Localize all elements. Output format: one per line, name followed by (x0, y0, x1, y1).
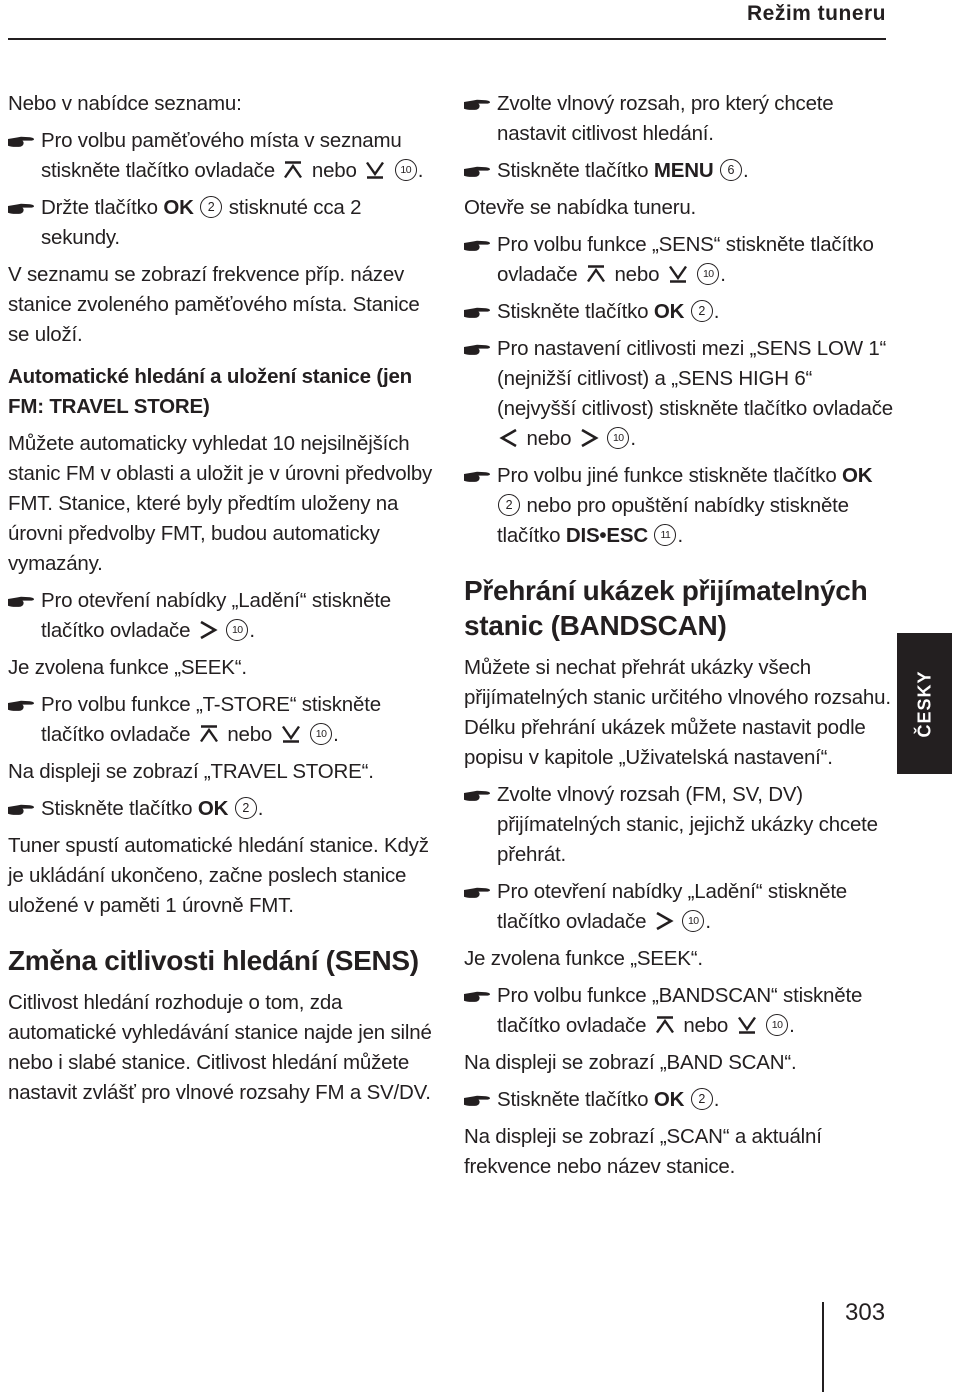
paragraph: Můžete si nechat přehrát ukázky všech přijímatelných stanic určitého vlnového rozsahu. Délku přehrání ukázek můžete nastavit podle popisu v kapitole „Uživatelská nastavení“. (464, 656, 891, 769)
pointing-hand-icon (464, 991, 491, 1003)
key-number-badge: 2 (691, 300, 713, 322)
instruction-item (464, 1085, 894, 1115)
key-number-badge: 2 (200, 196, 222, 218)
punctuation: . (705, 910, 711, 933)
chevron-up-icon (654, 1015, 676, 1035)
punctuation: . (249, 619, 255, 642)
chevron-down-icon (280, 724, 302, 744)
instruction-text: Stiskněte tlačítko (497, 300, 649, 323)
right-column (464, 89, 894, 1189)
key-number-badge: 10 (310, 723, 332, 745)
chevron-right-icon (579, 427, 599, 449)
key-number-badge: 2 (691, 1088, 713, 1110)
key-number-badge: 10 (766, 1014, 788, 1036)
language-side-tab (897, 633, 952, 774)
instruction-item (8, 193, 433, 253)
pointing-hand-icon (8, 596, 35, 608)
key-number-badge: 10 (697, 263, 719, 285)
pointing-hand-icon (464, 99, 491, 111)
button-keyword: OK (163, 196, 194, 219)
paragraph: Je zvolena funkce „SEEK“. (464, 947, 703, 970)
section-heading: Přehrání ukázek přijímatelných stanic (BANDSCAN) (464, 575, 868, 641)
or-text: nebo (614, 263, 660, 286)
chevron-up-icon (198, 724, 220, 744)
instruction-item (464, 156, 894, 186)
punctuation: . (789, 1014, 795, 1037)
instruction-item (464, 89, 894, 149)
paragraph: Nebo v nabídce seznamu: (8, 92, 242, 115)
instruction-text: Pro nastavení citlivosti mezi „SENS LOW 1“ (nejnižší citlivost) a „SENS HIGH 6“ (nejvyšší citlivost) stiskněte tlačítko ovladače (497, 337, 893, 420)
instruction-item (8, 794, 433, 824)
button-keyword: DIS•ESC (565, 524, 648, 547)
pointing-hand-icon (464, 887, 491, 899)
pointing-hand-icon (464, 790, 491, 802)
chevron-right-icon (198, 619, 218, 641)
instruction-item (464, 230, 894, 290)
button-keyword: OK (653, 300, 685, 323)
instruction-item (464, 780, 894, 870)
instruction-text: Stiskněte tlačítko (497, 1088, 649, 1111)
left-column (8, 89, 433, 1115)
instruction-text: Zvolte vlnový rozsah (FM, SV, DV) přijímatelných stanic, jejichž ukázky chcete přehrát. (497, 783, 878, 866)
paragraph: V seznamu se zobrazí frekvence příp. název stanice zvoleného paměťového místa. Stanice se uloží. (8, 263, 420, 346)
punctuation: . (257, 797, 264, 820)
instruction-item (464, 297, 894, 327)
key-number-badge: 11 (654, 524, 676, 546)
pointing-hand-icon (8, 700, 35, 712)
punctuation: . (713, 300, 720, 323)
paragraph: Na displeji se zobrazí „SCAN“ a aktuální frekvence nebo název stanice. (464, 1125, 822, 1178)
paragraph: Citlivost hledání rozhoduje o tom, zda automatické vyhledávání stanice najde jen silné nebo i slabé stanice. Citlivost hledání můžete nastavit zvlášť pro vlnové rozsahy FM a SV/DV. (8, 991, 432, 1104)
instruction-item (464, 334, 894, 454)
or-text: nebo (683, 1014, 729, 1037)
chevron-down-icon (364, 160, 386, 180)
paragraph: Na displeji se zobrazí „TRAVEL STORE“. (8, 760, 374, 783)
button-keyword: OK (197, 797, 229, 820)
pointing-hand-icon (464, 344, 491, 356)
instruction-item (464, 877, 894, 937)
pointing-hand-icon (8, 136, 35, 148)
instruction-text: Pro otevření nabídky „Ladění“ stiskněte tlačítko ovladače (41, 589, 392, 642)
instruction-item (8, 586, 433, 646)
chevron-left-icon (499, 427, 519, 449)
key-number-badge: 2 (498, 494, 520, 516)
punctuation: . (742, 159, 749, 182)
button-keyword: OK (653, 1088, 685, 1111)
instruction-text: Stiskněte tlačítko (497, 159, 649, 182)
or-text: nebo (311, 159, 357, 182)
key-number-badge: 10 (682, 910, 704, 932)
key-number-badge: 10 (607, 427, 629, 449)
pointing-hand-icon (464, 471, 491, 483)
punctuation: . (333, 723, 339, 746)
instruction-text: Pro volbu funkce „T-STORE“ stiskněte tlačítko ovladače (41, 693, 381, 746)
page-number-rule (822, 1302, 824, 1392)
instruction-text: Držte tlačítko (41, 196, 158, 219)
header-rule (8, 38, 886, 40)
instruction-text: Zvolte vlnový rozsah, pro který chcete nastavit citlivost hledání. (497, 92, 834, 145)
instruction-text: Pro otevření nabídky „Ladění“ stiskněte tlačítko ovladače (497, 880, 848, 933)
or-text: nebo (227, 723, 273, 746)
button-keyword: OK (842, 464, 873, 487)
instruction-text: Stiskněte tlačítko (41, 797, 193, 820)
or-text: nebo (526, 427, 572, 450)
instruction-text: Pro volbu jiné funkce stiskněte tlačítko (497, 464, 837, 487)
instruction-text: Pro volbu paměťového místa v seznamu stiskněte tlačítko ovladače (41, 129, 402, 182)
pointing-hand-icon (8, 203, 35, 215)
section-heading: Změna citlivosti hledání (SENS) (8, 945, 419, 976)
instruction-text: stisknuté cca 2 sekundy. (41, 196, 362, 249)
key-number-badge: 2 (235, 797, 257, 819)
instruction-item (8, 690, 433, 750)
punctuation: . (630, 427, 636, 450)
language-label: ČESKY (914, 669, 934, 738)
paragraph: Je zvolena funkce „SEEK“. (8, 656, 247, 679)
instruction-item (464, 461, 894, 551)
punctuation: . (417, 159, 424, 182)
chevron-right-icon (654, 910, 674, 932)
subsection-heading: Automatické hledání a uložení stanice (jen FM: TRAVEL STORE) (8, 365, 412, 418)
instruction-item (8, 126, 433, 186)
button-keyword: MENU (653, 159, 714, 182)
chevron-down-icon (667, 264, 689, 284)
page-number: 303 (845, 1299, 886, 1326)
paragraph: Můžete automaticky vyhledat 10 nejsilnějších stanic FM v oblasti a uložit je v úrovni předvolby FMT. Stanice, které byly předtím uloženy na úrovni předvolby FMT, budou automaticky vymazány. (8, 432, 433, 575)
instruction-text: Pro volbu funkce „BANDSCAN“ stiskněte tlačítko ovladače (497, 984, 863, 1037)
paragraph: Tuner spustí automatické hledání stanice. Když je ukládání ukončeno, začne poslech stanice uložené v paměti 1 úrovně FMT. (8, 834, 429, 917)
pointing-hand-icon (464, 307, 491, 319)
instruction-text: Pro volbu funkce „SENS“ stiskněte tlačítko ovladače (497, 233, 874, 286)
key-number-badge: 10 (226, 619, 248, 641)
instruction-item (464, 981, 894, 1041)
punctuation: . (713, 1088, 720, 1111)
chevron-up-icon (282, 160, 304, 180)
paragraph: Otevře se nabídka tuneru. (464, 196, 697, 219)
punctuation: . (677, 524, 683, 547)
pointing-hand-icon (464, 240, 491, 252)
instruction-text: nebo pro opuštění nabídky stiskněte tlačítko (497, 494, 849, 547)
chevron-down-icon (736, 1015, 758, 1035)
page-header-title: Režim tuneru (746, 2, 886, 25)
key-number-badge: 6 (720, 159, 742, 181)
chevron-up-icon (585, 264, 607, 284)
paragraph: Na displeji se zobrazí „BAND SCAN“. (464, 1051, 797, 1074)
pointing-hand-icon (464, 166, 491, 178)
pointing-hand-icon (8, 804, 35, 816)
key-number-badge: 10 (395, 159, 417, 181)
pointing-hand-icon (464, 1095, 491, 1107)
punctuation: . (720, 263, 726, 286)
